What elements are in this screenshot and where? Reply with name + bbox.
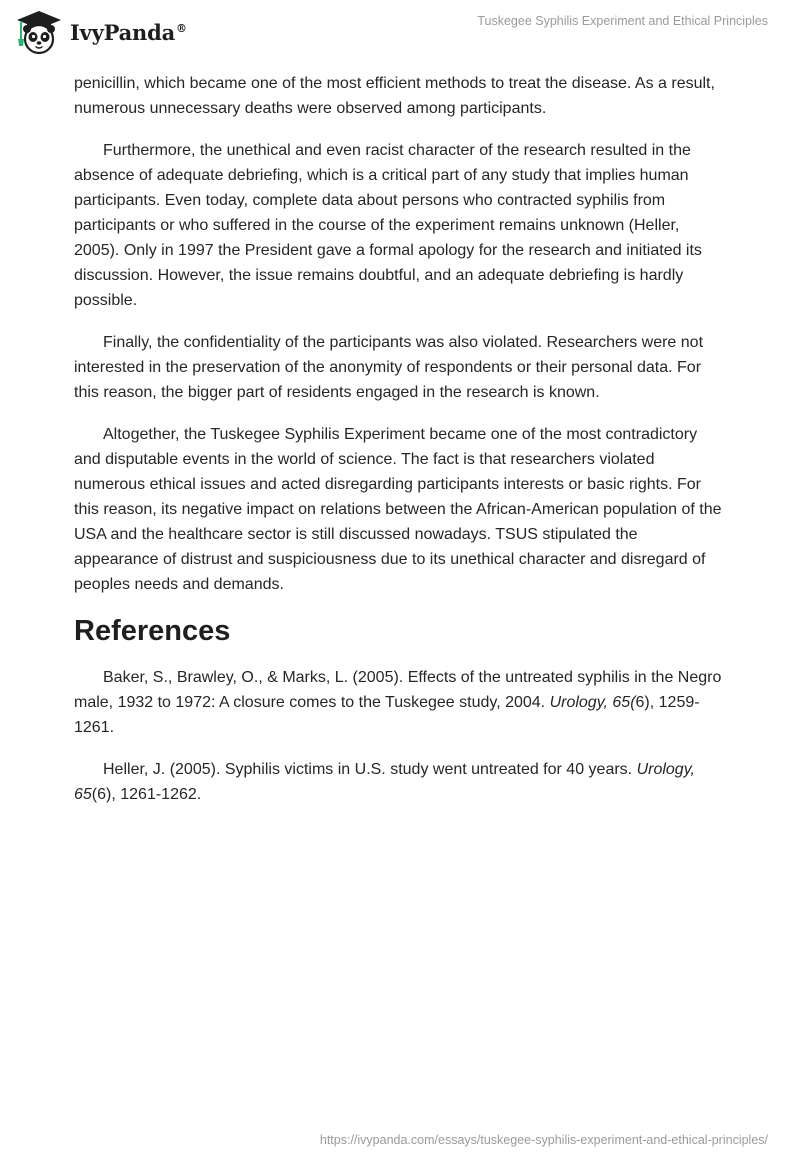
reference-item — [74, 757, 726, 807]
panda-graduate-icon — [14, 9, 64, 55]
paragraph-conclusion: Altogether, the Tuskegee Syphilis Experiment became one of the most contradictory and disputable events in the world of science. The fact is that researchers violated numerous ethical issues and acted disregarding participants interests or basic rights. For this reason, its negative impact on relations between the African-American population of the USA and the healthcare sector is still discussed nowadays. TSUS stipulated the appearance of distrust and suspiciousness due to its unethical character and disregard of peoples needs and demands. — [74, 426, 722, 593]
reference-tail: 6), 1259-1261. — [74, 694, 700, 736]
reference-text: Heller, J. (2005). Syphilis victims in U.S. study went untreated for 40 years. — [103, 761, 637, 778]
reference-tail: (6), 1261-1262. — [91, 786, 202, 803]
paragraph-confidentiality: Finally, the confidentiality of the participants was also violated. Researchers were not interested in the preservation of the anonymity of respondents or their personal data. For this reason, the bigger part of residents engaged in the research is known. — [74, 334, 704, 401]
document-title: Tuskegee Syphilis Experiment and Ethical Principles — [477, 14, 768, 28]
paragraph-continued: penicillin, which became one of the most efficient methods to treat the disease. As a result, numerous unnecessary deaths were observed among participants. — [74, 75, 715, 117]
source-url[interactable]: https://ivypanda.com/essays/tuskegee-syphilis-experiment-and-ethical-principles/ — [319, 1133, 768, 1147]
reference-journal: Urology, 65 — [74, 761, 695, 803]
brand-name: IvyPanda® — [70, 19, 187, 45]
reference-item — [74, 665, 726, 740]
page-header — [0, 0, 800, 62]
ivypanda-logo[interactable] — [14, 8, 187, 56]
paragraph-debriefing: Furthermore, the unethical and even racist character of the research resulted in the absence of adequate debriefing, which is a critical part of any study that implies human participants. Even today, complete data about persons who contracted syphilis from participants or who suffered in the course of the experiment remains unknown (Heller, 2005). Only in 1997 the President gave a formal apology for the research and initiated its discussion. However, the issue remains doubtful, and an adequate debriefing is hardly possible. — [74, 142, 702, 309]
essay-content — [74, 71, 726, 807]
registered-mark: ® — [176, 21, 187, 35]
reference-text: Baker, S., Brawley, O., & Marks, L. (2005). Effects of the untreated syphilis in the Negro male, 1932 to 1972: A closure comes to the Tuskegee study, 2004. — [74, 669, 722, 711]
references-heading: References — [74, 615, 231, 647]
reference-journal: Urology, 65( — [549, 694, 636, 711]
